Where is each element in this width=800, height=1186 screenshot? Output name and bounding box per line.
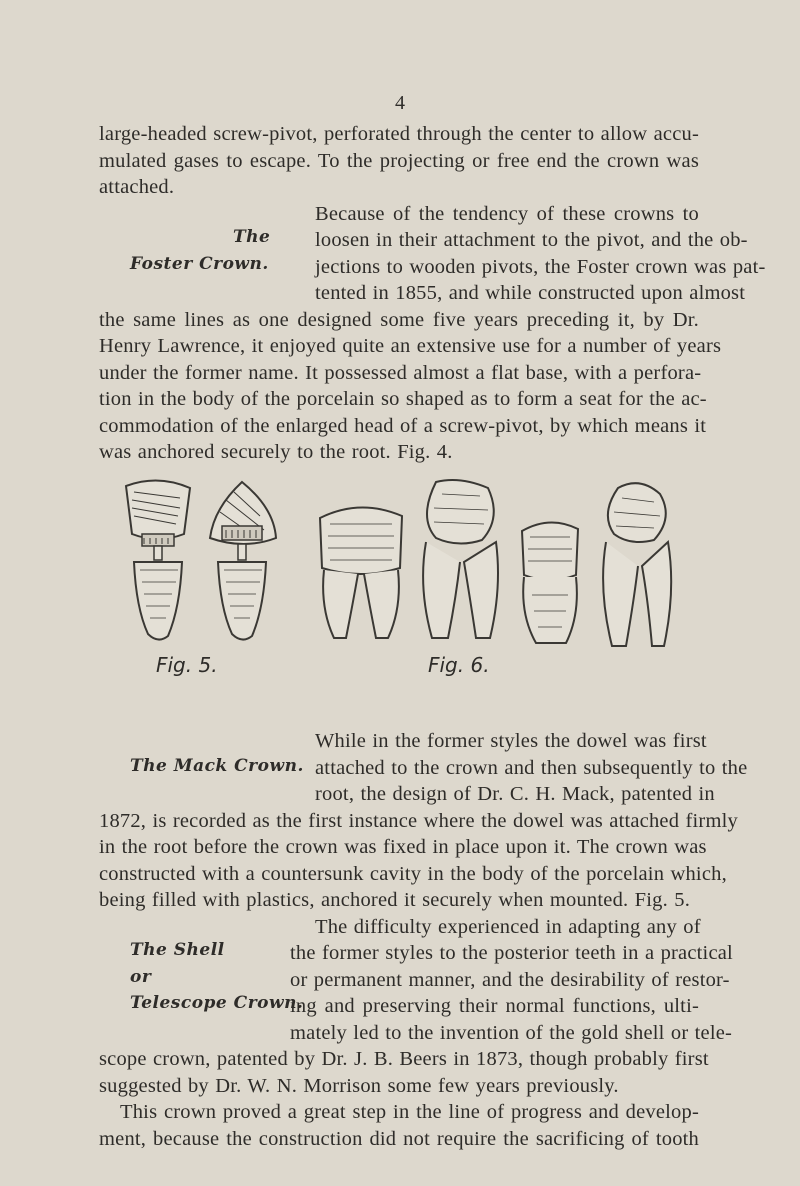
- text-line: root, the design of Dr. C. H. Mack, patented in: [315, 783, 715, 805]
- fig5-caption: Fig. 5.: [156, 653, 218, 677]
- side-heading-shell: The Shell: [130, 940, 225, 960]
- text-line: While in the former styles the dowel was first: [315, 730, 707, 752]
- text-line: being filled with plastics, anchored it securely when mounted. Fig. 5.: [99, 889, 691, 911]
- text-line: mulated gases to escape. To the projecting or free end the crown was: [99, 150, 699, 172]
- text-line: Because of the tendency of these crowns to: [315, 203, 699, 225]
- text-line: tented in 1855, and while constructed upon almost: [315, 282, 746, 304]
- page-number: 4: [395, 92, 405, 114]
- text-line: attached to the crown and then subsequently to the: [315, 757, 748, 779]
- text-line: the same lines as one designed some five years preceding it, by Dr.: [99, 309, 699, 331]
- text-line: ing and preserving their normal functions, ulti-: [290, 995, 699, 1017]
- text-line: scope crown, patented by Dr. J. B. Beers in 1873, though probably first: [99, 1048, 709, 1070]
- text-line: or permanent manner, and the desirability of restor-: [290, 969, 730, 991]
- fig6-molar-1-illustration: [312, 498, 410, 644]
- fig6-molar-3-illustration: [514, 515, 586, 647]
- side-heading-mack: The Mack Crown.: [130, 756, 304, 776]
- side-heading-or: or: [130, 967, 152, 987]
- fig6-molar-4-illustration: [594, 480, 674, 652]
- text-line: jections to wooden pivots, the Foster crown was pat-: [315, 256, 766, 278]
- text-line: The difficulty experienced in adapting any of: [315, 916, 701, 938]
- text-line: suggested by Dr. W. N. Morrison some few years previously.: [99, 1075, 619, 1097]
- text-line: tion in the body of the porcelain so shaped as to form a seat for the ac-: [99, 388, 707, 410]
- text-line: loosen in their attachment to the pivot, and the ob-: [315, 229, 748, 251]
- text-line: under the former name. It possessed almost a flat base, with a perfora-: [99, 362, 702, 384]
- fig5-tooth-1-illustration: [120, 478, 196, 644]
- text-line: Henry Lawrence, it enjoyed quite an extensive use for a number of years: [99, 335, 722, 357]
- text-line: mately led to the invention of the gold shell or tele-: [290, 1022, 733, 1044]
- fig6-molar-2-illustration: [416, 478, 504, 646]
- text-line: the former styles to the posterior teeth in a practical: [290, 942, 733, 964]
- fig5-tooth-2-illustration: [204, 478, 280, 644]
- text-line: commodation of the enlarged head of a screw-pivot, by which means it: [99, 415, 707, 437]
- text-line: in the root before the crown was fixed in place upon it. The crown was: [99, 836, 707, 858]
- side-heading-foster-1: The: [233, 227, 271, 247]
- text-line: This crown proved a great step in the line of progress and develop-: [120, 1101, 699, 1123]
- text-line: was anchored securely to the root. Fig. 4.: [99, 441, 453, 463]
- fig6-caption: Fig. 6.: [428, 653, 490, 677]
- text-line: 1872, is recorded as the first instance where the dowel was attached firmly: [99, 810, 738, 832]
- text-line: constructed with a countersunk cavity in the body of the porcelain which,: [99, 863, 727, 885]
- side-heading-telescope: Telescope Crown.: [130, 993, 304, 1013]
- text-line: ment, because the construction did not require the sacrificing of tooth: [99, 1128, 699, 1150]
- text-line: large-headed screw-pivot, perforated through the center to allow accu-: [99, 123, 699, 145]
- side-heading-foster-2: Foster Crown.: [130, 254, 269, 274]
- text-line: attached.: [99, 176, 175, 198]
